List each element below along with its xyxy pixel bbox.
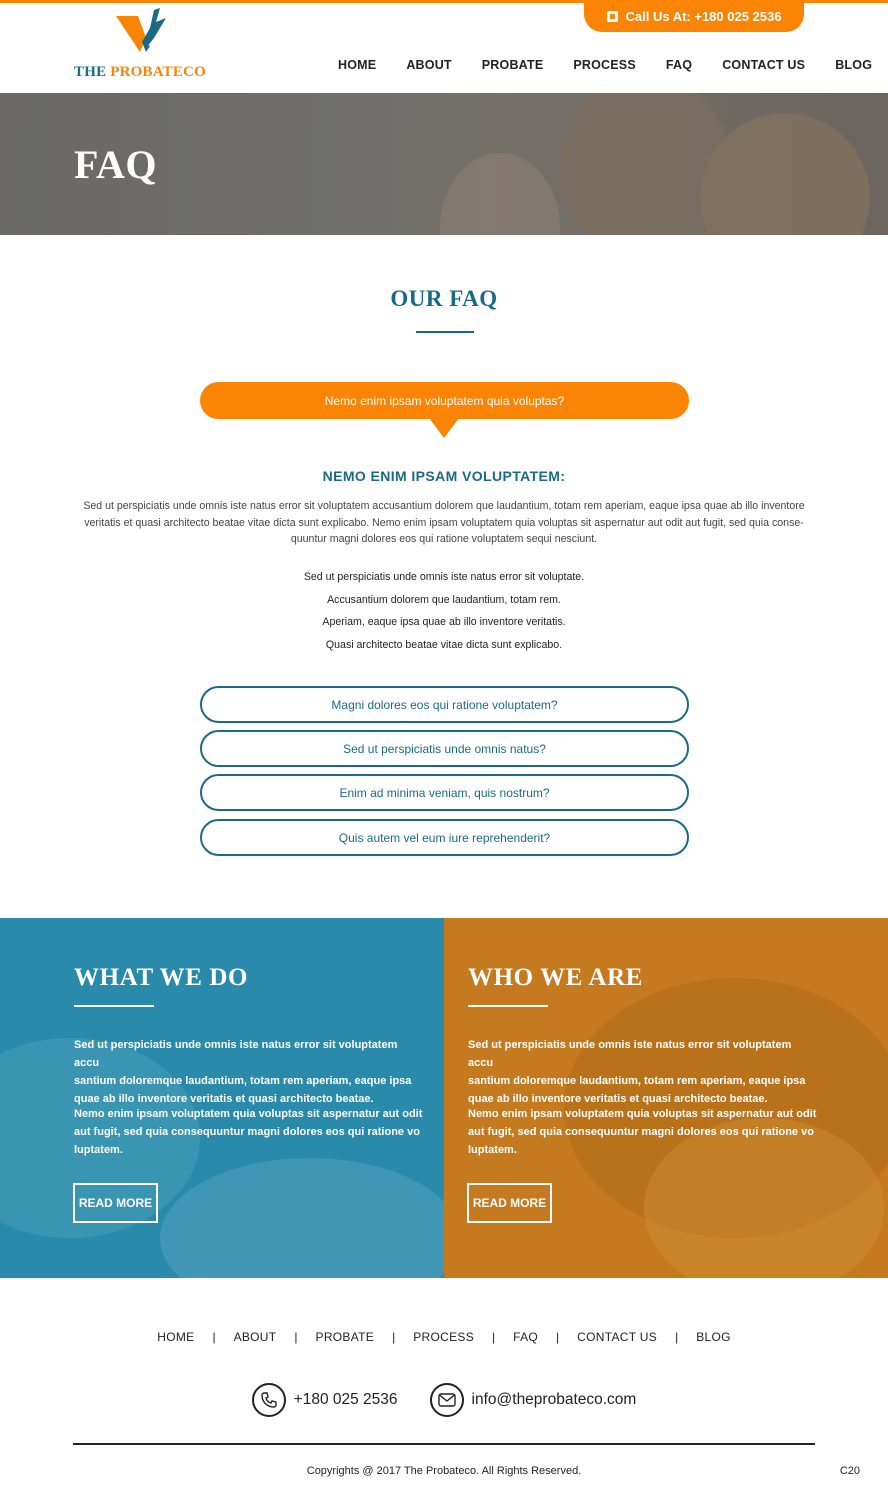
panel-text-line: santium doloremque laudantium, totam rem aperiam, eaque ipsa	[74, 1075, 412, 1087]
panel-text-line: Sed ut perspiciatis unde omnis iste natus error sit voluptatem accu	[74, 1039, 398, 1069]
panel-title-underline	[74, 1005, 154, 1007]
nav-about[interactable]: ABOUT	[406, 58, 452, 72]
answer-paragraph-line: Sed ut perspiciatis unde omnis iste natus error sit voluptatem accusantium dolorem que laudantium, totam rem aperiam, eaque ipsa quae ab illo inventore	[83, 500, 805, 512]
answer-list	[0, 570, 888, 661]
footer-divider	[73, 1443, 815, 1445]
panel-text-line: aut fugit, sed quia consequuntur magni dolores eos qui ratione vo	[468, 1126, 814, 1138]
main-nav	[338, 58, 872, 72]
footer-email[interactable]: info@theprobateco.com	[471, 1391, 637, 1408]
footer-nav-separator: |	[294, 1330, 298, 1344]
footer-nav-separator: |	[492, 1330, 496, 1344]
eagle-logo-icon	[116, 8, 168, 58]
call-us-banner[interactable]	[584, 0, 804, 32]
what-we-do-title: WHAT WE DO	[74, 964, 249, 991]
footer-nav-process[interactable]: PROCESS	[413, 1330, 475, 1344]
panel-title-underline	[468, 1005, 548, 1007]
panel-text-line: Nemo enim ipsam voluptatem quia voluptas sit aspernatur aut odit	[74, 1108, 423, 1120]
footer-nav-about[interactable]: ABOUT	[233, 1330, 277, 1344]
footer-nav-faq[interactable]: FAQ	[513, 1330, 539, 1344]
site-logo[interactable]	[74, 8, 214, 83]
panel-text-line: aut fugit, sed quia consequuntur magni dolores eos qui ratione vo	[74, 1126, 420, 1138]
faq-question[interactable]: Quis autem vel eum iure reprehenderit?	[200, 819, 689, 856]
answer-line: Aperiam, eaque ipsa quae ab illo inventore veritatis.	[322, 616, 566, 629]
what-we-do-read-more-button[interactable]: READ MORE	[73, 1183, 158, 1223]
who-we-are-panel	[444, 918, 888, 1278]
logo-wordmark	[74, 64, 206, 81]
what-we-do-text	[74, 1036, 424, 1108]
panel-text-line: luptatem.	[74, 1144, 123, 1156]
answer-heading: NEMO ENIM IPSAM VOLUPTATEM:	[322, 468, 566, 484]
nav-process[interactable]: PROCESS	[573, 58, 636, 72]
hero-photo-figure	[440, 153, 560, 235]
nav-contact-us[interactable]: CONTACT US	[722, 58, 806, 72]
who-we-are-text	[468, 1036, 818, 1108]
footer-phone[interactable]: +180 025 2536	[293, 1391, 398, 1408]
logo-the: THE	[74, 64, 107, 80]
page-title: FAQ	[74, 142, 157, 187]
footer-nav-contact-us[interactable]: CONTACT US	[577, 1330, 658, 1344]
copyright-text: Copyrights @ 2017 The Probateco. All Rights Reserved.	[306, 1465, 582, 1477]
envelope-icon	[430, 1383, 464, 1417]
faq-question[interactable]: Magni dolores eos qui ratione voluptatem?	[200, 686, 689, 723]
footer-contact	[0, 1383, 888, 1417]
nav-probate[interactable]: PROBATE	[481, 58, 544, 72]
answer-line: Sed ut perspiciatis unde omnis iste natus error sit voluptate.	[303, 571, 585, 583]
answer-paragraph-line: veritatis et quasi architecto beatae vitae dicta sunt explicabo. Nemo enim ipsam voluptatem quia voluptas sit aspernatur aut odit aut fugit, sed quia conse-	[84, 516, 804, 529]
page-code: C20	[839, 1465, 860, 1477]
footer-nav-separator: |	[392, 1330, 396, 1344]
what-we-do-panel	[0, 918, 444, 1278]
title-underline	[416, 331, 474, 333]
panel-photo-shade	[160, 1158, 444, 1278]
footer-nav-home[interactable]: HOME	[157, 1330, 195, 1344]
panel-text-line: santium doloremque laudantium, totam rem aperiam, eaque ipsa	[468, 1075, 806, 1087]
nav-home[interactable]: HOME	[338, 58, 377, 72]
answer-paragraph-line: quuntur magni dolores eos qui ratione voluptatem sequi nesciunt.	[290, 533, 598, 545]
phone-icon	[252, 1383, 286, 1417]
panel-text-line: quae ab illo inventore veritatis et quasi architecto beatae.	[468, 1093, 768, 1105]
panel-text-line: luptatem.	[468, 1144, 517, 1156]
answer-line: Accusantium dolorem que laudantium, totam rem.	[327, 593, 561, 606]
answer-paragraph	[74, 498, 814, 548]
footer-nav-blog[interactable]: BLOG	[696, 1330, 731, 1344]
call-us-label: Call Us At: +180 025 2536	[625, 8, 782, 24]
footer-nav	[0, 1330, 888, 1344]
answer-line: Quasi architecto beatae vitae dicta sunt explicabo.	[325, 639, 563, 652]
panel-text-line: Nemo enim ipsam voluptatem quia voluptas sit aspernatur aut odit	[468, 1108, 817, 1120]
what-we-do-text	[74, 1105, 424, 1159]
faq-question-active[interactable]: Nemo enim ipsam voluptatem quia voluptas?	[200, 382, 689, 419]
footer-nav-separator: |	[556, 1330, 560, 1344]
footer-nav-probate[interactable]: PROBATE	[315, 1330, 375, 1344]
footer-nav-separator: |	[212, 1330, 216, 1344]
panel-text-line: Sed ut perspiciatis unde omnis iste natus error sit voluptatem accu	[468, 1039, 792, 1069]
footer-nav-separator: |	[675, 1330, 679, 1344]
faq-question[interactable]: Enim ad minima veniam, quis nostrum?	[200, 774, 689, 811]
who-we-are-title: WHO WE ARE	[468, 964, 644, 991]
faq-section-title: OUR FAQ	[390, 286, 498, 311]
panel-text-line: quae ab illo inventore veritatis et quasi architecto beatae.	[74, 1093, 374, 1105]
phone-icon	[607, 11, 618, 22]
nav-faq[interactable]: FAQ	[665, 58, 693, 72]
logo-brand: PROBATECO	[110, 64, 206, 80]
hero-photo-figure	[700, 113, 870, 235]
faq-question[interactable]: Sed ut perspiciatis unde omnis natus?	[200, 730, 689, 767]
active-question-pointer	[429, 418, 459, 438]
nav-blog[interactable]: BLOG	[835, 58, 873, 72]
who-we-are-read-more-button[interactable]: READ MORE	[467, 1183, 552, 1223]
who-we-are-text	[468, 1105, 818, 1159]
hero-banner	[0, 93, 888, 235]
